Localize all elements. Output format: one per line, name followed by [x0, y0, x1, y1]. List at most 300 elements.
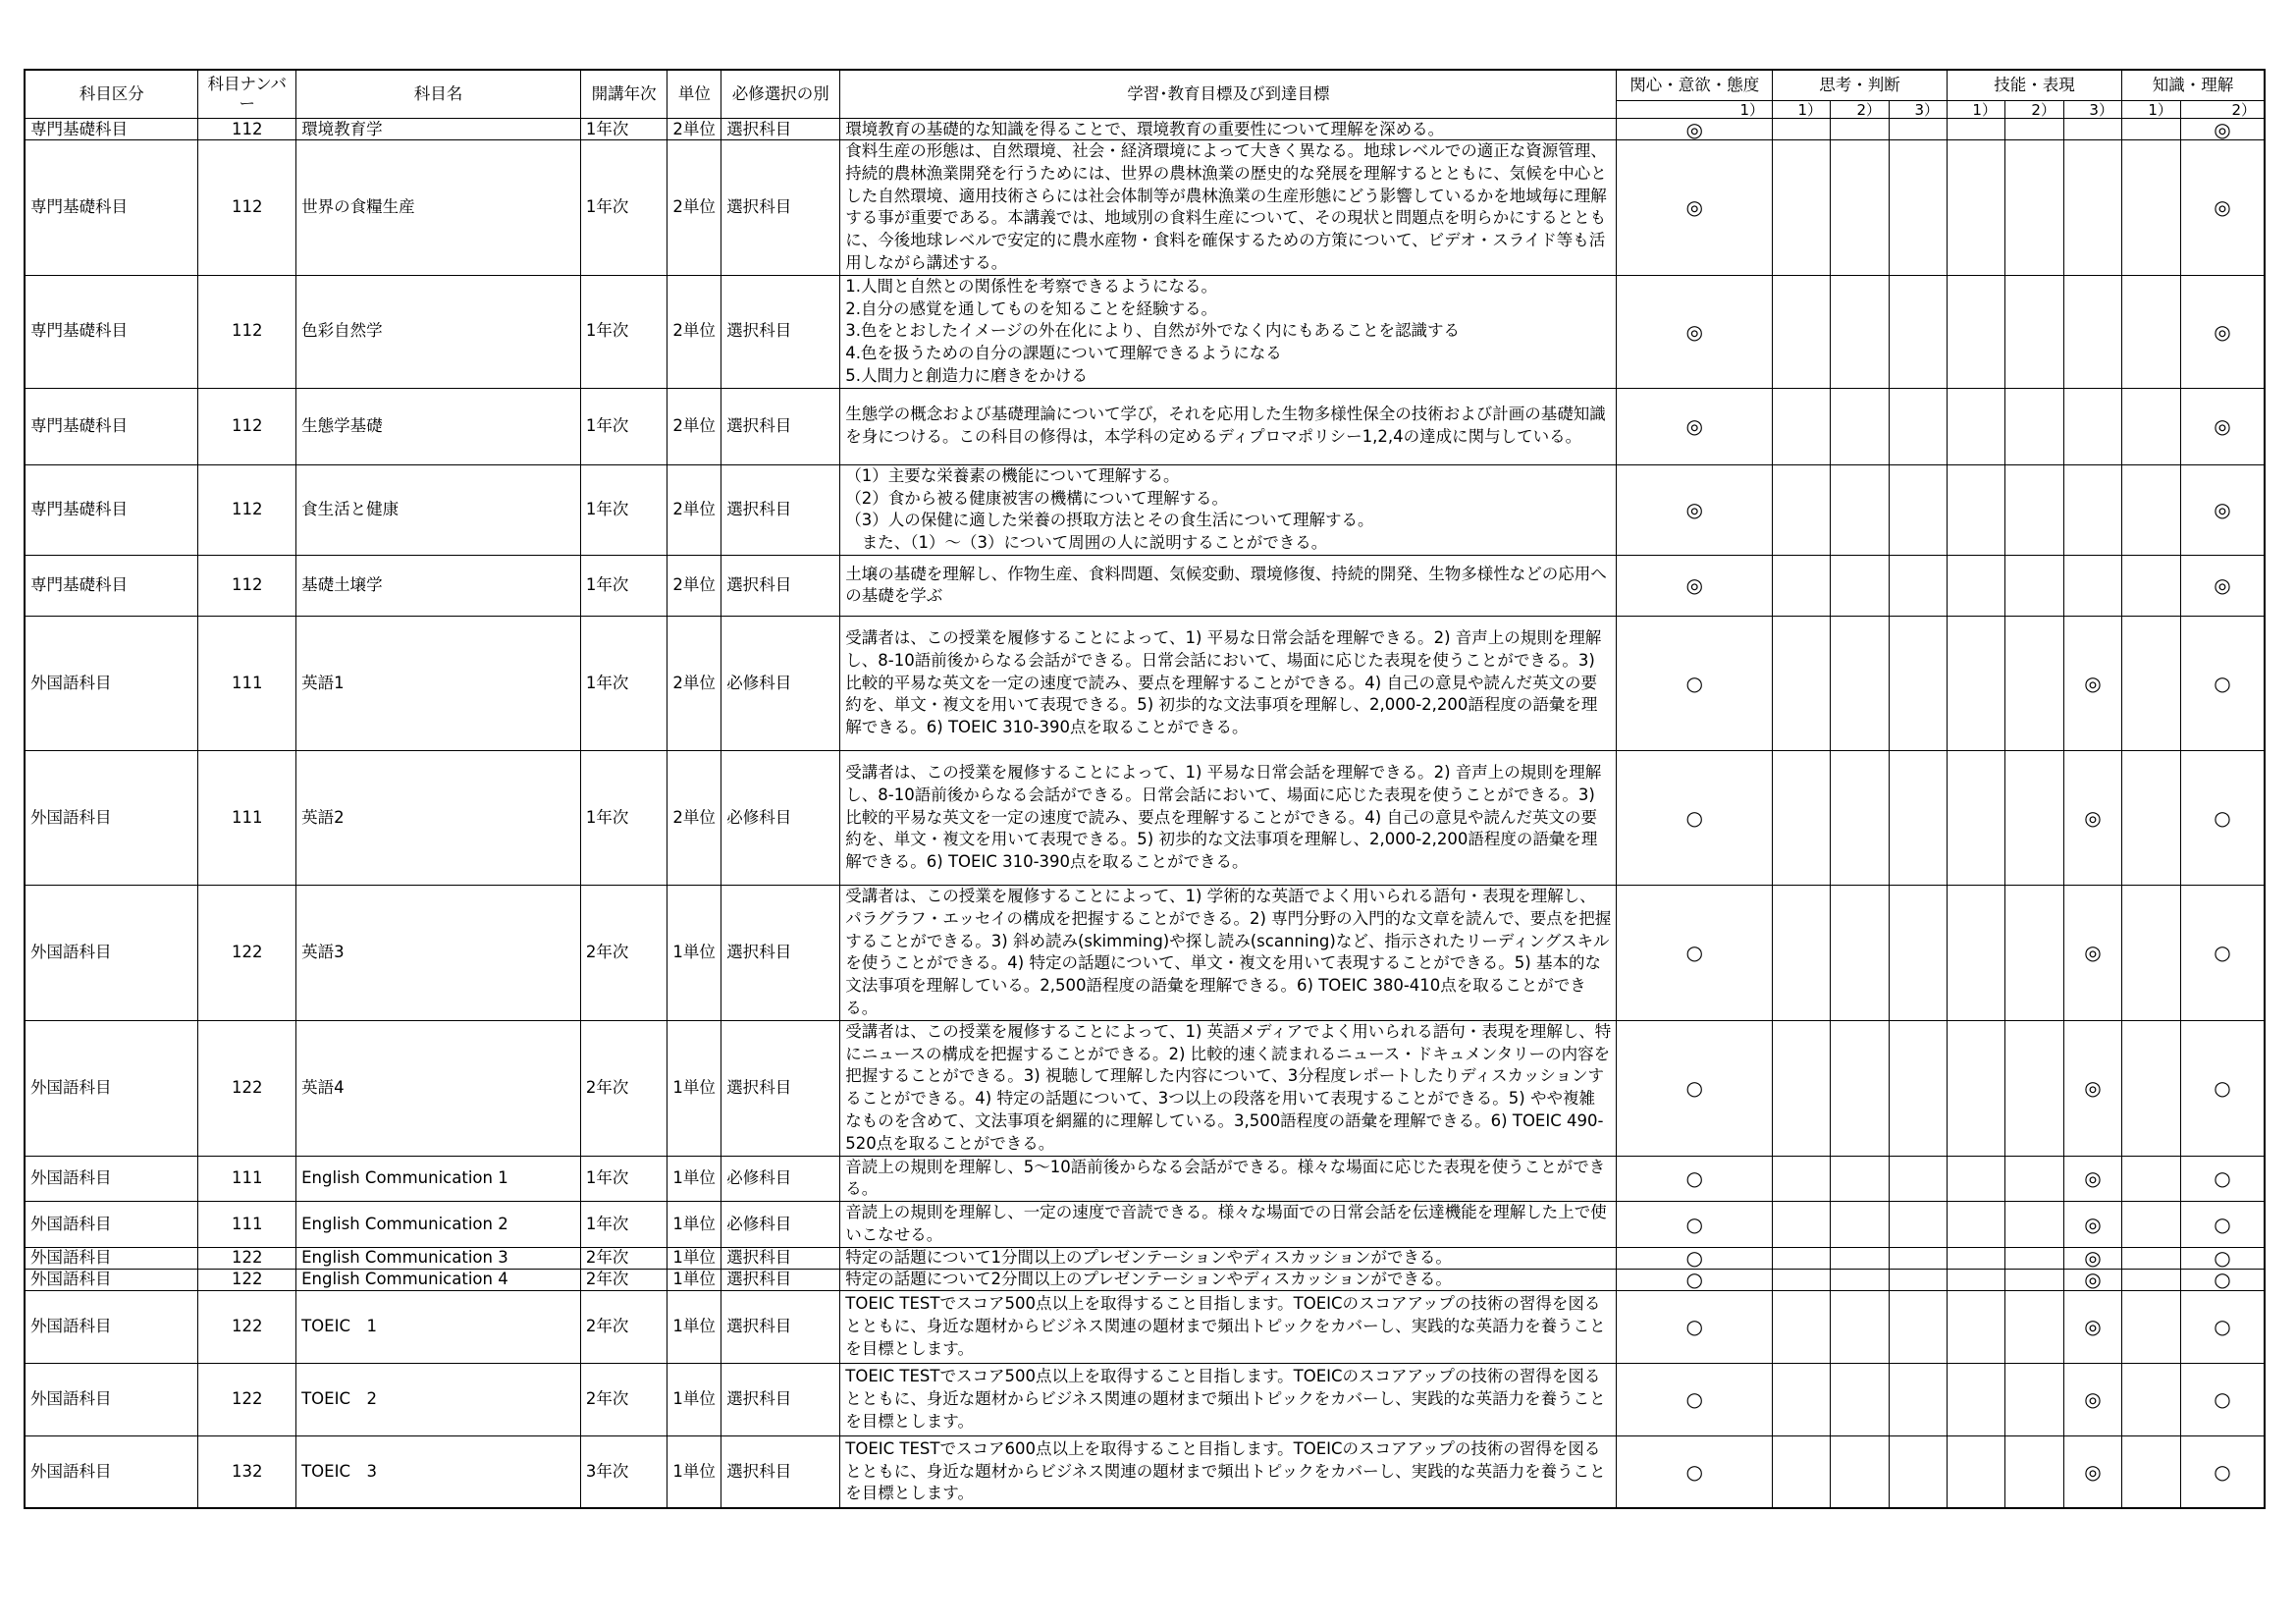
subject-name-cell: 食生活と健康 — [296, 464, 581, 555]
number-cell: 112 — [198, 275, 296, 388]
required-type-cell: 必修科目 — [721, 750, 840, 885]
evaluation-mark: ◎ — [1617, 275, 1773, 388]
category-cell: 外国語科目 — [25, 750, 198, 885]
subject-name-cell: 英語3 — [296, 885, 581, 1020]
evaluation-mark — [2121, 1156, 2180, 1202]
goal-line: （1）主要な栄養素の機能について理解する。 — [845, 465, 1180, 485]
required-type-cell: 選択科目 — [721, 464, 840, 555]
subject-name-cell: 生態学基礎 — [296, 388, 581, 464]
evaluation-mark — [1948, 750, 2005, 885]
evaluation-mark — [1890, 1435, 1948, 1508]
category-cell: 外国語科目 — [25, 1247, 198, 1269]
evaluation-mark — [1773, 750, 1831, 885]
evaluation-mark — [2121, 1363, 2180, 1435]
table-row — [25, 1290, 2265, 1363]
evaluation-mark — [1831, 119, 1890, 140]
number-cell: 132 — [198, 1435, 296, 1508]
evaluation-mark — [2063, 275, 2121, 388]
evaluation-mark — [1831, 1202, 1890, 1248]
evaluation-mark — [1831, 616, 1890, 750]
required-type-cell: 必修科目 — [721, 616, 840, 750]
year-cell: 2年次 — [580, 885, 667, 1020]
goal-cell: 生態学の概念および基礎理論について学び，それを応用した生物多様性保全の技術および計画の基礎知識を身につける。この科目の修得は，本学科の定めるディプロマポリシー1,2,4の達成に関与している。 — [840, 388, 1617, 464]
evaluation-mark — [2004, 1156, 2063, 1202]
evaluation-mark: ◎ — [1617, 119, 1773, 140]
evaluation-mark: ○ — [2180, 1435, 2265, 1508]
subheader: 2） — [2004, 101, 2063, 119]
evaluation-mark: ◎ — [2180, 464, 2265, 555]
evaluation-mark — [1773, 1435, 1831, 1508]
evaluation-mark — [1831, 464, 1890, 555]
evaluation-mark — [2004, 616, 2063, 750]
evaluation-mark — [1773, 275, 1831, 388]
evaluation-mark: ◎ — [2063, 1020, 2121, 1156]
evaluation-mark: ◎ — [2063, 616, 2121, 750]
evaluation-mark — [1948, 1156, 2005, 1202]
table-row — [25, 1247, 2265, 1269]
table-row — [25, 1156, 2265, 1202]
table-row — [25, 1202, 2265, 1248]
evaluation-mark — [2004, 1363, 2063, 1435]
year-cell: 1年次 — [580, 388, 667, 464]
evaluation-mark — [1773, 140, 1831, 276]
header-year: 開講年次 — [580, 70, 667, 119]
year-cell: 1年次 — [580, 140, 667, 276]
credits-cell: 2単位 — [667, 388, 721, 464]
goal-cell: TOEIC TESTでスコア500点以上を取得すること目指します。TOEICのスコアアップの技術の習得を図るとともに、身近な題材からビジネス関連の題材まで頻出トピックをカバーし、実践的な英語力を養うことを目標とします。 — [840, 1363, 1617, 1435]
evaluation-mark — [1831, 1363, 1890, 1435]
evaluation-mark — [2004, 275, 2063, 388]
evaluation-mark — [1948, 616, 2005, 750]
evaluation-mark — [2121, 1290, 2180, 1363]
category-cell: 専門基礎科目 — [25, 119, 198, 140]
evaluation-mark — [1831, 1435, 1890, 1508]
credits-cell: 2単位 — [667, 750, 721, 885]
evaluation-mark — [1890, 1202, 1948, 1248]
credits-cell: 2単位 — [667, 555, 721, 616]
goal-cell: 特定の話題について2分間以上のプレゼンテーションやディスカッションができる。 — [840, 1269, 1617, 1290]
evaluation-mark: ○ — [2180, 750, 2265, 885]
category-cell: 専門基礎科目 — [25, 275, 198, 388]
subject-name-cell: TOEIC 1 — [296, 1290, 581, 1363]
evaluation-mark — [2004, 1247, 2063, 1269]
evaluation-mark — [1948, 119, 2005, 140]
subject-name-cell: English Communication 3 — [296, 1247, 581, 1269]
evaluation-mark — [1948, 1020, 2005, 1156]
goal-cell — [840, 464, 1617, 555]
evaluation-mark: ○ — [1617, 885, 1773, 1020]
goal-cell: TOEIC TESTでスコア500点以上を取得すること目指します。TOEICのスコアアップの技術の習得を図るとともに、身近な題材からビジネス関連の題材まで頻出トピックをカバーし、実践的な英語力を養うことを目標とします。 — [840, 1290, 1617, 1363]
evaluation-mark — [1948, 1363, 2005, 1435]
subheader: 2） — [2180, 101, 2265, 119]
year-cell: 2年次 — [580, 1020, 667, 1156]
subheader: 1） — [2121, 101, 2180, 119]
evaluation-mark: ◎ — [2063, 1269, 2121, 1290]
table-row — [25, 885, 2265, 1020]
number-cell: 111 — [198, 616, 296, 750]
evaluation-mark: ○ — [1617, 1020, 1773, 1156]
evaluation-mark: ◎ — [2063, 1202, 2121, 1248]
number-cell: 122 — [198, 1363, 296, 1435]
evaluation-mark — [2121, 140, 2180, 276]
evaluation-mark: ◎ — [1617, 464, 1773, 555]
evaluation-mark — [1890, 388, 1948, 464]
evaluation-mark — [1773, 464, 1831, 555]
evaluation-mark — [2121, 1435, 2180, 1508]
subject-name-cell: 英語2 — [296, 750, 581, 885]
evaluation-mark: ◎ — [2063, 885, 2121, 1020]
evaluation-mark — [1890, 119, 1948, 140]
evaluation-mark — [1773, 1020, 1831, 1156]
credits-cell: 1単位 — [667, 1020, 721, 1156]
goal-line: 3.色をとおしたイメージの外在化により、自然が外でなく内にもあることを認識する — [845, 321, 1461, 341]
evaluation-mark — [1948, 140, 2005, 276]
evaluation-mark — [1773, 388, 1831, 464]
category-cell: 外国語科目 — [25, 616, 198, 750]
goal-cell: 食料生産の形態は、自然環境、社会・経済環境によって大きく異なる。地球レベルでの適正な資源管理、持続的農林漁業開発を行うためには、世界の農林漁業の歴史的な発展を理解するとともに、気候を中心とした自然環境、適用技術さらには社会体制等が農林漁業の生産形態にどう影響しているかを地域毎に理解する事が重要である。本講義では、地域別の食料生産について、その現状と問題点を明らかにするとともに、今後地球レベルで安定的に農水産物・食料を確保するための方策について、ビデオ・スライド等も活用しながら講述する。 — [840, 140, 1617, 276]
evaluation-mark — [2063, 119, 2121, 140]
goal-cell: 受講者は、この授業を履修することによって、1) 平易な日常会話を理解できる。2) 音声上の規則を理解し、8-10語前後からなる会話ができる。日常会話において、場面に応じた表現を使うことができる。3) 比較的平易な英文を一定の速度で読み、要点を理解することができる。4) 自己の意見や読んだ英文の要約を、単文・複文を用いて表現できる。5) 初歩的な文法事項を理解し、2,000-2,200語程度の語彙を理解できる。6) TOEIC 310-390点を取ることができる。 — [840, 750, 1617, 885]
number-cell: 111 — [198, 1156, 296, 1202]
evaluation-mark — [1831, 1290, 1890, 1363]
required-type-cell: 選択科目 — [721, 388, 840, 464]
credits-cell: 1単位 — [667, 1435, 721, 1508]
number-cell: 122 — [198, 1290, 296, 1363]
year-cell: 1年次 — [580, 464, 667, 555]
required-type-cell: 選択科目 — [721, 119, 840, 140]
evaluation-mark — [1831, 555, 1890, 616]
number-cell: 122 — [198, 1020, 296, 1156]
goal-cell: 受講者は、この授業を履修することによって、1) 平易な日常会話を理解できる。2) 音声上の規則を理解し、8-10語前後からなる会話ができる。日常会話において、場面に応じた表現を使うことができる。3) 比較的平易な英文を一定の速度で読み、要点を理解することができる。4) 自己の意見や読んだ英文の要約を、単文・複文を用いて表現できる。5) 初歩的な文法事項を理解し、2,000-2,200語程度の語彙を理解できる。6) TOEIC 310-390点を取ることができる。 — [840, 616, 1617, 750]
number-cell: 112 — [198, 464, 296, 555]
year-cell: 2年次 — [580, 1290, 667, 1363]
year-cell: 2年次 — [580, 1247, 667, 1269]
evaluation-mark — [2063, 140, 2121, 276]
header-group-interest: 関心・意欲・態度 — [1617, 70, 1773, 101]
evaluation-mark — [1890, 1363, 1948, 1435]
evaluation-mark — [1773, 1363, 1831, 1435]
year-cell: 1年次 — [580, 750, 667, 885]
goal-line: 1.人間と自然との関係性を考察できるようになる。 — [845, 276, 1218, 296]
evaluation-mark — [2121, 750, 2180, 885]
evaluation-mark — [1773, 119, 1831, 140]
evaluation-mark — [1831, 1247, 1890, 1269]
evaluation-mark — [2004, 388, 2063, 464]
evaluation-mark — [2004, 555, 2063, 616]
evaluation-mark — [1831, 388, 1890, 464]
evaluation-mark: ○ — [2180, 1290, 2265, 1363]
evaluation-mark — [1948, 275, 2005, 388]
evaluation-mark — [2063, 464, 2121, 555]
evaluation-mark — [1890, 1156, 1948, 1202]
credits-cell: 2単位 — [667, 119, 721, 140]
goal-cell: 環境教育の基礎的な知識を得ることで、環境教育の重要性について理解を深める。 — [840, 119, 1617, 140]
evaluation-mark: ○ — [2180, 1363, 2265, 1435]
evaluation-mark — [2121, 1247, 2180, 1269]
evaluation-mark: ◎ — [2180, 275, 2265, 388]
subject-name-cell: English Communication 2 — [296, 1202, 581, 1248]
table-row — [25, 1435, 2265, 1508]
evaluation-mark — [1948, 555, 2005, 616]
required-type-cell: 選択科目 — [721, 1269, 840, 1290]
required-type-cell: 必修科目 — [721, 1156, 840, 1202]
evaluation-mark — [2004, 119, 2063, 140]
evaluation-mark — [1831, 140, 1890, 276]
evaluation-mark — [1890, 1020, 1948, 1156]
credits-cell: 1単位 — [667, 1363, 721, 1435]
subject-name-cell: TOEIC 3 — [296, 1435, 581, 1508]
goal-line: 4.色を扱うための自分の課題について理解できるようになる — [845, 344, 1282, 363]
credits-cell: 2単位 — [667, 616, 721, 750]
evaluation-mark: ○ — [2180, 885, 2265, 1020]
subject-name-cell: 環境教育学 — [296, 119, 581, 140]
credits-cell: 2単位 — [667, 140, 721, 276]
category-cell: 専門基礎科目 — [25, 140, 198, 276]
number-cell: 111 — [198, 1202, 296, 1248]
number-cell: 122 — [198, 1247, 296, 1269]
evaluation-mark — [1773, 616, 1831, 750]
year-cell: 2年次 — [580, 1363, 667, 1435]
goal-cell: 特定の話題について1分間以上のプレゼンテーションやディスカッションができる。 — [840, 1247, 1617, 1269]
table-row — [25, 464, 2265, 555]
evaluation-mark — [1890, 616, 1948, 750]
evaluation-mark — [1890, 885, 1948, 1020]
goal-cell: 音読上の規則を理解し、5～10語前後からなる会話ができる。様々な場面に応じた表現を使うことができる。 — [840, 1156, 1617, 1202]
table-body — [25, 119, 2265, 1509]
subject-name-cell: 世界の食糧生産 — [296, 140, 581, 276]
evaluation-mark: ○ — [2180, 1202, 2265, 1248]
category-cell: 外国語科目 — [25, 1020, 198, 1156]
evaluation-mark: ○ — [1617, 750, 1773, 885]
table-row — [25, 388, 2265, 464]
subheader: 3） — [1890, 101, 1948, 119]
evaluation-mark — [2004, 1290, 2063, 1363]
credits-cell: 1単位 — [667, 885, 721, 1020]
evaluation-mark: ◎ — [2063, 1435, 2121, 1508]
evaluation-mark: ◎ — [2180, 555, 2265, 616]
year-cell: 1年次 — [580, 119, 667, 140]
goal-line: （2）食から被る健康被害の機構について理解する。 — [845, 488, 1228, 508]
category-cell: 外国語科目 — [25, 885, 198, 1020]
goal-cell — [840, 275, 1617, 388]
evaluation-mark — [1948, 1202, 2005, 1248]
subheader: 3） — [2063, 101, 2121, 119]
number-cell: 112 — [198, 388, 296, 464]
evaluation-mark — [2121, 119, 2180, 140]
table-row — [25, 750, 2265, 885]
year-cell: 1年次 — [580, 1156, 667, 1202]
evaluation-mark — [1773, 1247, 1831, 1269]
evaluation-mark — [1831, 1269, 1890, 1290]
evaluation-mark — [1948, 388, 2005, 464]
subheader: 1） — [1773, 101, 1831, 119]
evaluation-mark: ○ — [2180, 1020, 2265, 1156]
goal-cell: TOEIC TESTでスコア600点以上を取得すること目指します。TOEICのスコアアップの技術の習得を図るとともに、身近な題材からビジネス関連の題材まで頻出トピックをカバーし、実践的な英語力を養うことを目標とします。 — [840, 1435, 1617, 1508]
table-row — [25, 555, 2265, 616]
evaluation-mark: ◎ — [2180, 119, 2265, 140]
evaluation-mark — [2121, 388, 2180, 464]
category-cell: 外国語科目 — [25, 1202, 198, 1248]
subject-name-cell: 英語1 — [296, 616, 581, 750]
required-type-cell: 選択科目 — [721, 885, 840, 1020]
evaluation-mark: ○ — [1617, 1290, 1773, 1363]
table-row — [25, 1363, 2265, 1435]
evaluation-mark — [1773, 1156, 1831, 1202]
evaluation-mark: ○ — [1617, 1202, 1773, 1248]
subject-name-cell: English Communication 4 — [296, 1269, 581, 1290]
subheader: 1） — [1948, 101, 2005, 119]
required-type-cell: 選択科目 — [721, 555, 840, 616]
evaluation-mark — [2063, 388, 2121, 464]
number-cell: 111 — [198, 750, 296, 885]
table-row — [25, 1269, 2265, 1290]
required-type-cell: 選択科目 — [721, 140, 840, 276]
evaluation-mark — [1890, 1247, 1948, 1269]
evaluation-mark: ○ — [2180, 1156, 2265, 1202]
evaluation-mark — [1948, 885, 2005, 1020]
header-number: 科目ナンバー — [198, 70, 296, 119]
evaluation-mark — [1890, 555, 1948, 616]
evaluation-mark — [1831, 885, 1890, 1020]
goal-cell: 音読上の規則を理解し、一定の速度で音読できる。様々な場面での日常会話を伝達機能を理解した上で使いこなせる。 — [840, 1202, 1617, 1248]
number-cell: 112 — [198, 140, 296, 276]
evaluation-mark — [1890, 1269, 1948, 1290]
required-type-cell: 選択科目 — [721, 1363, 840, 1435]
subheader: 2） — [1831, 101, 1890, 119]
evaluation-mark — [2121, 885, 2180, 1020]
evaluation-mark: ◎ — [2180, 388, 2265, 464]
evaluation-mark — [2121, 616, 2180, 750]
credits-cell: 1単位 — [667, 1156, 721, 1202]
year-cell: 1年次 — [580, 1202, 667, 1248]
category-cell: 専門基礎科目 — [25, 555, 198, 616]
evaluation-mark: ◎ — [2063, 1290, 2121, 1363]
evaluation-mark: ○ — [1617, 1435, 1773, 1508]
header-goals: 学習･教育目標及び到達目標 — [840, 70, 1617, 119]
category-cell: 専門基礎科目 — [25, 464, 198, 555]
evaluation-mark — [2121, 1020, 2180, 1156]
evaluation-mark — [2121, 1202, 2180, 1248]
evaluation-mark — [2004, 1435, 2063, 1508]
year-cell: 2年次 — [580, 1269, 667, 1290]
evaluation-mark — [1948, 1435, 2005, 1508]
evaluation-mark — [1948, 1269, 2005, 1290]
number-cell: 112 — [198, 119, 296, 140]
evaluation-mark — [1890, 140, 1948, 276]
evaluation-mark: ○ — [1617, 1247, 1773, 1269]
evaluation-mark: ○ — [1617, 1269, 1773, 1290]
category-cell: 外国語科目 — [25, 1269, 198, 1290]
required-type-cell: 選択科目 — [721, 1020, 840, 1156]
evaluation-mark: ◎ — [1617, 140, 1773, 276]
evaluation-mark — [1831, 1020, 1890, 1156]
category-cell: 外国語科目 — [25, 1156, 198, 1202]
goal-line: 5.人間力と創造力に磨きをかける — [845, 365, 1089, 385]
credits-cell: 1単位 — [667, 1247, 721, 1269]
subject-name-cell: 英語4 — [296, 1020, 581, 1156]
required-type-cell: 選択科目 — [721, 1247, 840, 1269]
evaluation-mark — [1948, 1247, 2005, 1269]
credits-cell: 2単位 — [667, 275, 721, 388]
header-required: 必修選択の別 — [721, 70, 840, 119]
evaluation-mark — [2004, 750, 2063, 885]
subheader: 1） — [1617, 101, 1773, 119]
evaluation-mark — [1948, 1290, 2005, 1363]
evaluation-mark: ◎ — [2180, 140, 2265, 276]
evaluation-mark — [1948, 464, 2005, 555]
credits-cell: 2単位 — [667, 464, 721, 555]
year-cell: 1年次 — [580, 275, 667, 388]
category-cell: 外国語科目 — [25, 1363, 198, 1435]
credits-cell: 1単位 — [667, 1202, 721, 1248]
evaluation-mark — [2004, 1202, 2063, 1248]
subject-name-cell: 基礎土壌学 — [296, 555, 581, 616]
evaluation-mark — [1890, 275, 1948, 388]
evaluation-mark: ○ — [1617, 1363, 1773, 1435]
evaluation-mark — [2004, 464, 2063, 555]
table-row — [25, 140, 2265, 276]
evaluation-mark — [2063, 555, 2121, 616]
header-group-knowledge: 知識・理解 — [2121, 70, 2265, 101]
number-cell: 112 — [198, 555, 296, 616]
header-group-skills: 技能・表現 — [1948, 70, 2122, 101]
subject-name-cell: English Communication 1 — [296, 1156, 581, 1202]
evaluation-mark — [2121, 464, 2180, 555]
goal-line: 2.自分の感覚を通してものを知ることを経験する。 — [845, 298, 1218, 318]
evaluation-mark — [2004, 1269, 2063, 1290]
evaluation-mark — [1890, 1290, 1948, 1363]
evaluation-mark: ○ — [2180, 616, 2265, 750]
header-category: 科目区分 — [25, 70, 198, 119]
year-cell: 1年次 — [580, 616, 667, 750]
evaluation-mark — [2121, 1269, 2180, 1290]
evaluation-mark — [2004, 140, 2063, 276]
subject-name-cell: 色彩自然学 — [296, 275, 581, 388]
goal-cell: 土壌の基礎を理解し、作物生産、食料問題、気候変動、環境修復、持続的開発、生物多様性などの応用への基礎を学ぶ — [840, 555, 1617, 616]
evaluation-mark — [1890, 750, 1948, 885]
goal-cell: 受講者は、この授業を履修することによって、1) 英語メディアでよく用いられる語句・表現を理解し、特にニュースの構成を把握することができる。2) 比較的速く読まれるニュース・ドキュメンタリーの内容を把握することができる。3) 視聴して理解した内容について、3分程度レポートしたりディスカッションすることができる。4) 特定の話題について、3つ以上の段落を用いて表現することができる。5) やや複雑なものを含めて、文法事項を網羅的に理解している。3,500語程度の語彙を理解できる。6) TOEIC 490-520点を取ることができる。 — [840, 1020, 1617, 1156]
required-type-cell: 選択科目 — [721, 1290, 840, 1363]
evaluation-mark: ○ — [1617, 1156, 1773, 1202]
evaluation-mark: ○ — [2180, 1247, 2265, 1269]
required-type-cell: 必修科目 — [721, 1202, 840, 1248]
year-cell: 1年次 — [580, 555, 667, 616]
header-credits: 単位 — [667, 70, 721, 119]
evaluation-mark — [1773, 1202, 1831, 1248]
evaluation-mark — [2004, 1020, 2063, 1156]
evaluation-mark — [1831, 750, 1890, 885]
header-group-thinking: 思考・判断 — [1773, 70, 1948, 101]
evaluation-mark: ◎ — [2063, 1363, 2121, 1435]
evaluation-mark: ◎ — [2063, 750, 2121, 885]
goal-line: また、（1）～（3）について周囲の人に説明することができる。 — [845, 533, 1328, 553]
evaluation-mark — [1773, 885, 1831, 1020]
table-row — [25, 275, 2265, 388]
goal-cell: 受講者は、この授業を履修することによって、1) 学術的な英語でよく用いられる語句・表現を理解し、パラグラフ・エッセイの構成を把握することができる。2) 専門分野の入門的な文章を読んで、要点を把握することができる。3) 斜め読み(skimming)や探し読み(scanning)など、指示されたリーディングスキルを使うことができる。4) 特定の話題について、単文・複文を用いて表現することができる。5) 基本的な文法事項を理解している。2,500語程度の語彙を理解できる。6) TOEIC 380-410点を取ることができる。 — [840, 885, 1617, 1020]
evaluation-mark — [1831, 1156, 1890, 1202]
header-name: 科目名 — [296, 70, 581, 119]
evaluation-mark — [1831, 275, 1890, 388]
evaluation-mark — [2121, 555, 2180, 616]
evaluation-mark: ○ — [2180, 1269, 2265, 1290]
evaluation-mark: ◎ — [1617, 388, 1773, 464]
credits-cell: 1単位 — [667, 1290, 721, 1363]
table-row — [25, 616, 2265, 750]
year-cell: 3年次 — [580, 1435, 667, 1508]
required-type-cell: 選択科目 — [721, 275, 840, 388]
required-type-cell: 選択科目 — [721, 1435, 840, 1508]
evaluation-mark: ◎ — [1617, 555, 1773, 616]
